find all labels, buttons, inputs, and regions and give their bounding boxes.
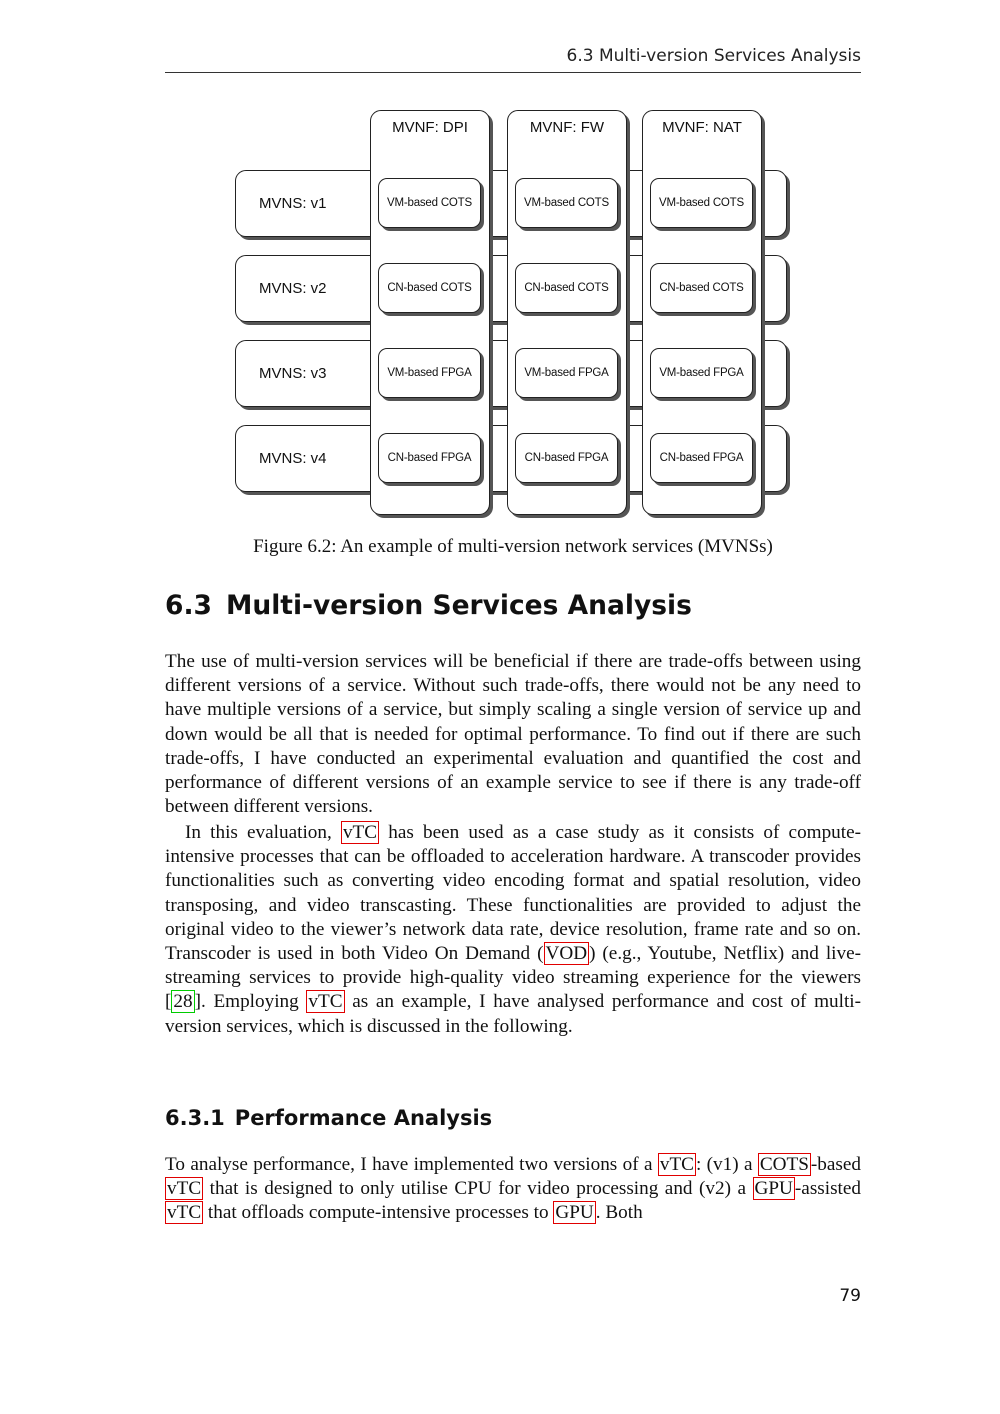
- row-title-v2: MVNS: v2: [259, 280, 327, 297]
- acronym-link-vtc[interactable]: vTC: [342, 822, 378, 843]
- acronym-link-vod[interactable]: VOD: [545, 943, 588, 965]
- section-title: Multi-version Services Analysis: [225, 590, 692, 621]
- citation-link[interactable]: 28: [173, 991, 193, 1013]
- cell-nat-v1: VM-based COTS: [650, 178, 753, 228]
- subsection-number: 6.3.1: [165, 1106, 225, 1130]
- section-number: 6.3: [165, 590, 212, 621]
- cell-dpi-v1: VM-based COTS: [378, 178, 481, 228]
- cell-dpi-v4: CN-based FPGA: [378, 433, 481, 483]
- text-run: that offloads compute-intensive processes to: [207, 1202, 549, 1224]
- cell-fw-v2: CN-based COTS: [515, 263, 618, 313]
- text-run: as an example, I have analysed performance and cost of multi-version services, which is discussed in the following.: [165, 991, 862, 1037]
- section-heading: [165, 590, 692, 621]
- cell-fw-v4: CN-based FPGA: [515, 433, 618, 483]
- row-title-v3: MVNS: v3: [259, 365, 327, 382]
- text-run: In this evaluation,: [185, 822, 332, 843]
- acronym-link-vtc[interactable]: vTC: [659, 1154, 694, 1175]
- column-title-fw: MVNF: FW: [529, 119, 605, 136]
- page-number: 79: [839, 1286, 861, 1306]
- figure-caption: Figure 6.2: An example of multi-version network services (MVNSs): [253, 536, 773, 557]
- text-run: has been used as a case study as it consists of compute-intensive processes that can be offloaded to acceleration hardware. A transcoder provides functionalities such as converting video encoding format and spatial resolution, video transposing, and video transcasting. These functionalities are provided to adjust the original video to the viewer’s network data rate, device resolution, frame rate and so on. Transcoder is used in both Video On Demand (: [165, 822, 862, 965]
- header-rule: [165, 72, 861, 73]
- running-header: 6.3 Multi-version Services Analysis: [566, 46, 861, 66]
- acronym-link-vtc[interactable]: vTC: [308, 991, 343, 1013]
- text-run: that is designed to only utilise CPU for video processing and (v2) a: [209, 1178, 747, 1200]
- cell-nat-v3: VM-based FPGA: [650, 348, 753, 398]
- cell-dpi-v2: CN-based COTS: [378, 263, 481, 313]
- acronym-link-gpu[interactable]: GPU: [555, 1202, 594, 1224]
- acronym-link-gpu[interactable]: GPU: [754, 1178, 793, 1200]
- mvns-figure: [225, 100, 805, 530]
- text-run: . Both: [595, 1202, 643, 1224]
- row-title-v1: MVNS: v1: [259, 195, 327, 212]
- text-run: -based: [810, 1154, 861, 1175]
- acronym-link-cots[interactable]: COTS: [759, 1154, 809, 1175]
- acronym-link-vtc[interactable]: vTC: [167, 1202, 202, 1224]
- cell-fw-v1: VM-based COTS: [515, 178, 618, 228]
- row-title-v4: MVNS: v4: [259, 450, 327, 467]
- column-title-dpi: MVNF: DPI: [392, 119, 468, 136]
- text-run: : (v1) a: [695, 1154, 753, 1175]
- column-title-nat: MVNF: NAT: [662, 119, 742, 136]
- paragraph-3: [165, 1153, 861, 1226]
- cell-nat-v4: CN-based FPGA: [650, 433, 753, 483]
- text-run: -assisted: [794, 1178, 862, 1200]
- cell-dpi-v3: VM-based FPGA: [378, 348, 481, 398]
- text-run: ]. Employing: [194, 991, 299, 1013]
- subsection-heading: [165, 1106, 492, 1130]
- cell-nat-v2: CN-based COTS: [650, 263, 753, 313]
- subsection-title: Performance Analysis: [234, 1106, 493, 1130]
- paragraph-1: The use of multi-version services will be beneficial if there are trade-offs between using different versions of a service. Without such trade-offs, there would not be any need to have multiple versions of a service, but simply scaling a single version of service up and down would be all that is needed for optimal performance. To find out if there are such trade-offs, I have conducted an experimental evaluation and quantified the cost and performance of different versions of an example service to see if there is any trade-off between different versions.: [165, 651, 861, 818]
- cell-fw-v3: VM-based FPGA: [515, 348, 618, 398]
- text-run: ) (e.g., Youtube, Netflix) and live-streaming services to provide high-quality video streaming experience for the viewers [: [165, 943, 861, 1013]
- acronym-link-vtc[interactable]: vTC: [167, 1178, 202, 1200]
- paragraph-2: [165, 821, 861, 1039]
- text-run: To analyse performance, I have implemented two versions of a: [165, 1154, 653, 1175]
